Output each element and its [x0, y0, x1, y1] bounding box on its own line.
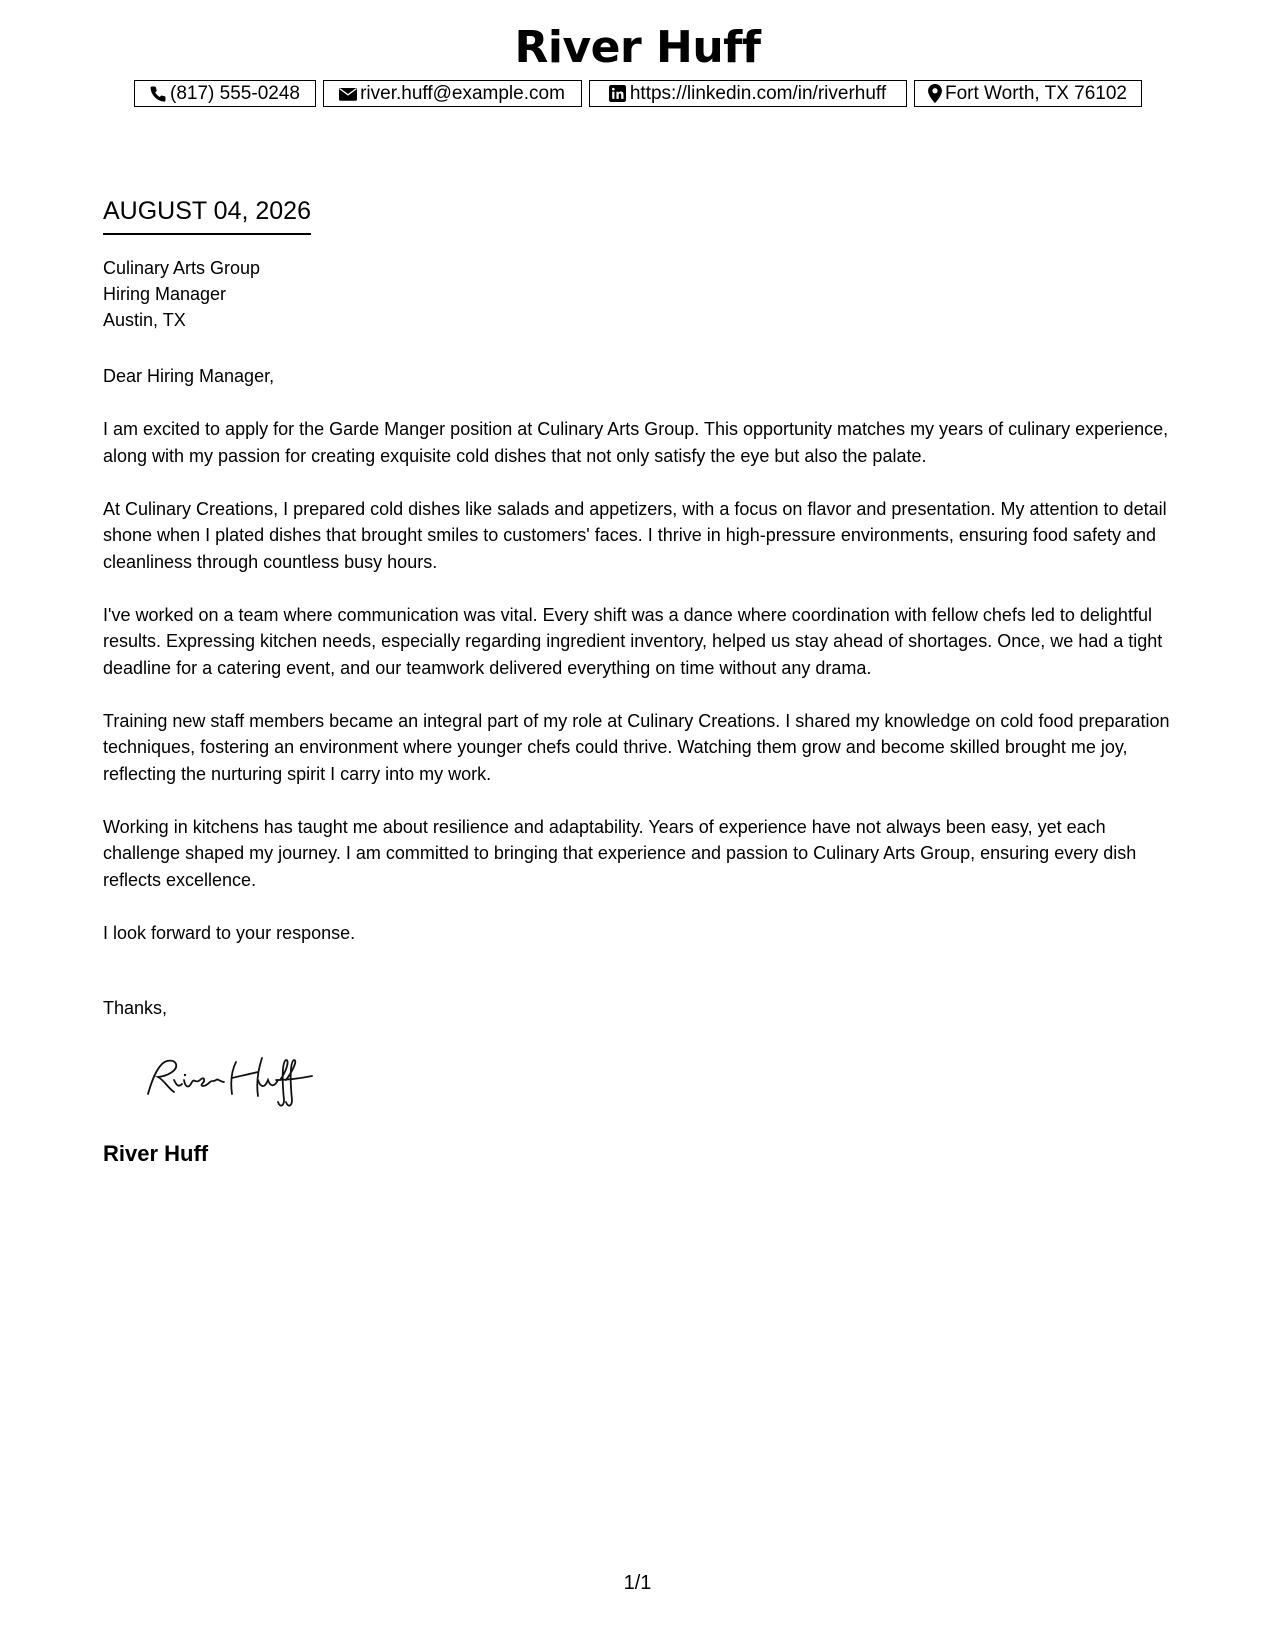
recipient-block	[103, 255, 260, 333]
contact-linkedin-text: https://linkedin.com/in/riverhuff	[629, 82, 887, 104]
paragraph: I've worked on a team where communication was vital. Every shift was a dance where coordination with fellow chefs led to delightful results. Expressing kitchen needs, especially regarding ingredient inventory, helped us stay ahead of shortages. Once, we had a tight deadline for a catering event, and our teamwork delivered everything on time without any drama.	[103, 604, 1163, 678]
phone-icon	[149, 85, 167, 103]
contact-linkedin[interactable]	[589, 80, 907, 107]
paragraph: I am excited to apply for the Garde Manger position at Culinary Arts Group. This opportunity matches my years of culinary experience, along with my passion for creating exquisite cold dishes that not only satisfy the eye but also the palate.	[103, 419, 1169, 466]
contact-location-text: Fort Worth, TX 76102	[945, 82, 1127, 104]
linkedin-icon	[609, 85, 627, 103]
contact-phone[interactable]	[134, 80, 316, 107]
paragraph: Training new staff members became an integral part of my role at Culinary Creations. I shared my knowledge on cold food preparation techniques, fostering an environment where younger chefs could thrive. Watching them grow and become skilled brought me joy, reflecting the nurturing spirit I carry into my work.	[103, 710, 1170, 784]
contact-email-text: river.huff@example.com	[360, 82, 565, 104]
recipient-location: Austin, TX	[103, 310, 186, 330]
signature-image	[140, 1050, 340, 1115]
salutation: Dear Hiring Manager,	[103, 366, 275, 386]
header-name: River Huff	[514, 22, 761, 73]
letter-body	[103, 363, 1178, 973]
contact-phone-text: (817) 555-0248	[170, 82, 300, 104]
contact-email[interactable]	[323, 80, 582, 107]
paragraph: I look forward to your response.	[103, 922, 356, 943]
signature-svg	[140, 1050, 340, 1110]
recipient-title: Hiring Manager	[103, 284, 227, 304]
page-number: 1/1	[623, 1572, 652, 1594]
signer-name: River Huff	[103, 1141, 209, 1166]
contact-row	[0, 80, 1275, 107]
paragraph: At Culinary Creations, I prepared cold dishes like salads and appetizers, with a focus on flavor and presentation. My attention to detail shone when I plated dishes that brought smiles to customers' faces. I thrive in high-pressure environments, ensuring food safety and cleanliness through countless busy hours.	[103, 498, 1167, 572]
paragraph: Working in kitchens has taught me about resilience and adaptability. Years of experience have not always been easy, yet each challenge shaped my journey. I am committed to bringing that experience and passion to Culinary Arts Group, ensuring every dish reflects excellence.	[103, 816, 1137, 890]
envelope-icon	[339, 85, 357, 103]
recipient-company: Culinary Arts Group	[103, 258, 261, 278]
map-marker-icon	[928, 85, 942, 103]
letter-date: AUGUST 04, 2026	[103, 195, 311, 235]
contact-location[interactable]	[914, 80, 1142, 107]
closing: Thanks,	[103, 998, 168, 1018]
